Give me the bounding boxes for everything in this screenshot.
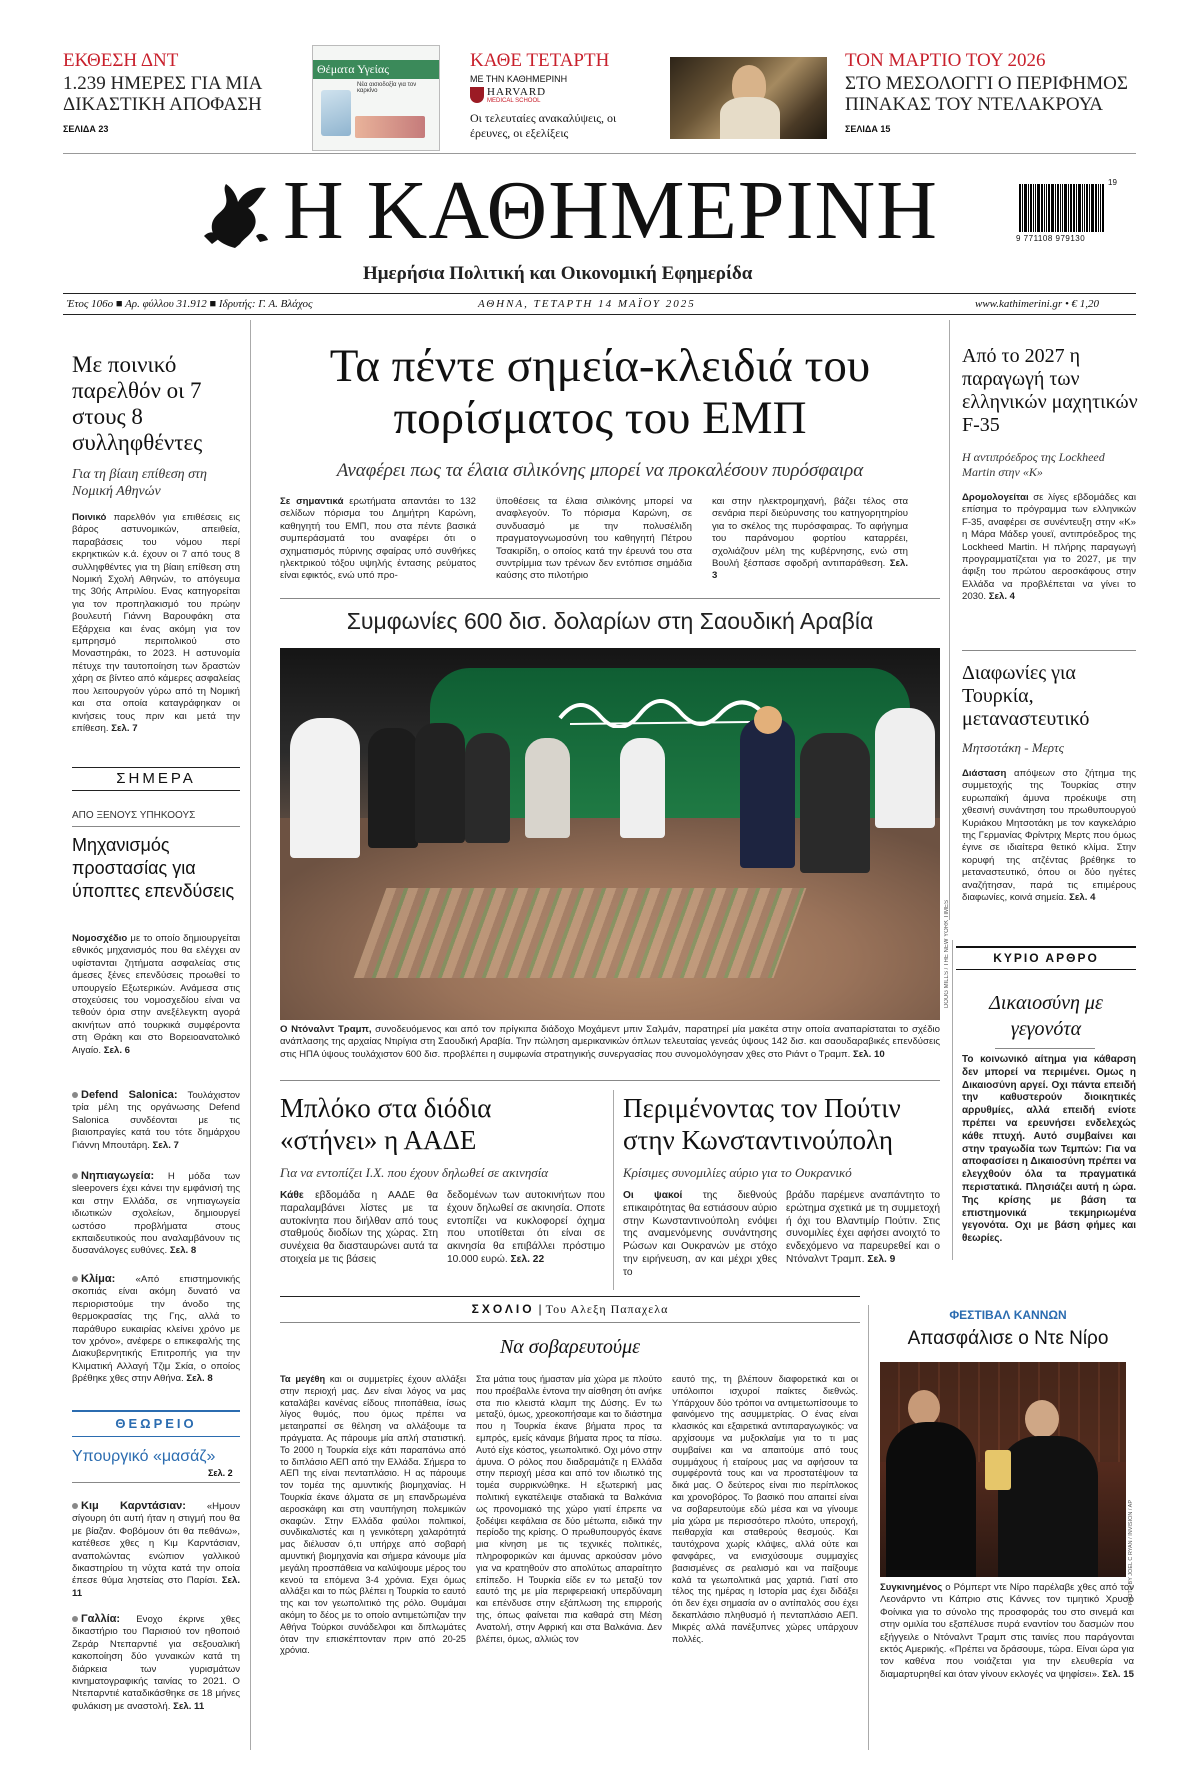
magazine-image-2: [355, 116, 425, 138]
teaser-2-sub: ΜΕ ΤΗΝ ΚΑΘΗΜΕΡΙΝΗ: [470, 74, 568, 84]
editorial-title-rule: [995, 1048, 1095, 1049]
putin-body-col2: [786, 1190, 940, 1267]
dicaprio-suit: [886, 1422, 976, 1577]
teaser-3-page: ΣΕΛΙΔΑ 15: [845, 124, 891, 134]
cannes-text: ο Ρόμπερτ ντε Νίρο παρέλαβε χθες από τον Λεονάρντο ντι Κάπριο στις Κάννες τον τιμητικό Χρυσό Φοίνικα για το σύνολο της προσφοράς του στο σινεμά και στην ομιλία του εξαπέλυσε πυρά εναντίον του δασμών που εξήγγειλε ο Ντόναλντ Τραμπ στις ταινίες που παράγονται εκτός Αμερικής. «Πρέπει να δράσουμε, τώρα. Είναι ώρα για τον καθένα που νοιάζεται για την ελευθερία να διαμαρτυρηθεί και όταν γίνουν εκλογές να ψηφίσει».: [880, 1582, 1134, 1680]
today-rule-bottom: [72, 790, 240, 791]
dateline-right[interactable]: www.kathimerini.gr • € 1,20: [975, 298, 1100, 310]
left-column-rule: [250, 320, 251, 1750]
figure-robe-3: [620, 738, 665, 838]
masthead-title[interactable]: Η ΚΑΘΗΜΕΡΙΝΗ: [283, 164, 938, 257]
tolls-lead: Κάθε: [280, 1190, 304, 1201]
main-deck: Αναφέρει πως τα έλαια σιλικόνης μπορεί να προκαλέσουν πυρόσφαιρα: [336, 460, 864, 481]
bullet-icon: [72, 1173, 78, 1179]
figure-suit-4: [800, 733, 870, 873]
brief-kindergarten-lead: Νηπιαγωγεία:: [81, 1170, 155, 1182]
figure-robe-4: [875, 708, 935, 828]
left-lead-title[interactable]: Με ποινικό παρελθόν οι 7 στους 8 συλληφθέντες: [72, 352, 203, 455]
turkey-body: [962, 768, 1136, 904]
theoreio-title[interactable]: Υπουργικό «μασάζ»: [72, 1448, 216, 1465]
teaser-2-kicker: ΚΑΘΕ ΤΕΤΑΡΤΗ: [470, 50, 610, 71]
magazine-cover[interactable]: [312, 45, 440, 151]
editorial-title[interactable]: Δικαιοσύνη με γεγονότα: [989, 992, 1103, 1040]
comment-right-rule: [868, 1305, 869, 1750]
cannes-kicker: ΦΕΣΤΙΒΑΛ ΚΑΝΝΩΝ: [949, 1308, 1067, 1322]
model-buildings: [354, 888, 807, 978]
tolls-title[interactable]: Μπλόκο στα διόδια «στήνει» η ΑΑΔΕ: [280, 1093, 492, 1155]
turkey-title[interactable]: Διαφωνίες για Τουρκία, μεταναστευτικό: [962, 662, 1090, 730]
f35-title[interactable]: Από το 2027 η παραγωγή των ελληνικών μαχητικών F-35: [962, 345, 1138, 436]
brief-kardashian-page: Σελ. 11: [72, 1575, 240, 1599]
griffin-logo-icon: [200, 178, 270, 252]
magazine-title: Θέματα Υγείας: [313, 60, 439, 79]
photo-story-title[interactable]: Συμφωνίες 600 δισ. δολαρίων στη Σαουδική Αραβία: [346, 608, 874, 634]
cannes-page: Σελ. 15: [1102, 1668, 1134, 1680]
bullet-icon: [72, 1092, 78, 1098]
comment-lead: Τα μεγέθη: [280, 1374, 326, 1384]
brief-kardashian-text: «Ημουν σίγουρη ότι αυτή ήταν η στιγμή που θα με βίαζαν. Φοβόμουν ότι θα πεθάνω», κατέθεσε χθες η Κιμ Καρντάσιαν, αναπολώντας ενώπιον γαλλικού δικαστηρίου τη νύχτα κατά την οποία έπεσε θύμα ληστείας στο Παρίσι.: [72, 1501, 240, 1587]
main-body-col1: [280, 496, 476, 583]
main-headline[interactable]: Τα πέντε σημεία-κλειδιά του πορίσματος του ΕΜΠ: [329, 340, 871, 444]
theoreio-rule-bottom: [72, 1436, 240, 1437]
brief-kindergarten-text: Η μόδα των sleepovers έχει κάνει την εμφάνισή της και στην Ελλάδα, σε νηπιαγωγεία ιδιωτικών σχολείων, δημιουργεί ωστόσο προβλήματα στους εκπαιδευτικούς που αναλαμβάνουν τις δυσανάλογες ευθύνες.: [72, 1171, 240, 1257]
theoreio-page: Σελ. 2: [208, 1468, 233, 1478]
today-page: Σελ. 6: [103, 1044, 131, 1056]
f35-body: [962, 492, 1136, 604]
comment-body-col3: εαυτό της, τη βλέπουν διαφορετικά και οι υπόλοιποι ισχυροί παίκτες διεθνώς. Υπάρχουν δύο τρόποι να αντιμετωπίσουμε το φαινόμενο της ασυμμετρίας. Ο ένας είναι κλασικός και εξαιρετικά αντιπαραγωγικός: να αρχίσουμε να μυξοκλαίμε για το τι μας συμβαίνει και να απαιτούμε από τους συμμάχους ή εταίρους μας να αφήσουν τα συμφέροντά τους και να προστατέψουν τα δικά μας. Ο δεύτερος είναι πιο περίπλοκος και χρονοβόρος. Το βασικό που απαιτεί είναι να σοβαρευτούμε εδώ μέσα και να γίνουμε μία χώρα με περισσότερο πλούτο, υπεροχή, πειθαρχία και σταθερούς θεσμούς. Και ταυτόχρονα χωρίς κλάψες, αλλά ούτε και φανφάρες, να ενισχύσουμε συμμαχίες βασισμένες σε ρεαλισμό και να παίξουμε καλά τα γεωπολιτικά μας χαρτιά. Γιατί στο τέλος της ημέρας η Ιστορία μας έχει διδάξει ότι δεν έχει σημασία αν ο αντίπαλός σου έχει δεκαπλάσιο πληθυσμό ή πενταπλάσιο ΑΕΠ. Μικρές αλλά πανέξυπνες χώρες υπάρχουν πολλές.: [672, 1374, 858, 1644]
divider: [63, 153, 1136, 154]
tolls-putin-rule: [613, 1090, 614, 1290]
editorial-body: Το κοινωνικό αίτημα για κάθαρση δεν μπορεί να περιμένει. Ομως η Δικαιοσύνη αργεί. Οχι πάντα επειδή την καθυστερούν διοικητικές αρρυθμίες, αλλά επειδή ενίοτε πρέπει να ερευνήσει ενδελεχώς κάθε πτυχή. Αυτό συμβαίνει και στην τραγωδία των Τεμπών: Για να αποφασίσει η Δικαιοσύνη πρέπει να ελεγχθούν όλα τα πραγματικά περιστατικά. Πλησιάζει αυτή η ώρα. Της κρίσης με βάση τα επιστημονικά τεκμηριωμένα γεγονότα. Οχι με βάση φήμες και θεωρίες.: [962, 1054, 1136, 1245]
figure-suit-3: [465, 733, 510, 843]
deniro-head: [1025, 1400, 1059, 1438]
brief-france-text: Ενοχο έκρινε χθες δικαστήριο του Παρισιού τον ηθοποιό Ζεράρ Ντεπαρντιέ για σεξουαλική κακοποίηση δύο γυναικών κατά τη διάρκεια των γυρισμάτων κινηματογραφικής ταινίας το 2021. Ο Ντεπαρντιέ καταδικάσθηκε σε 18 μήνες φυλάκιση με αναστολή.: [72, 1614, 240, 1712]
main-text-1: ερωτήματα απαντάει το 132 σελίδων πόρισμα του Δημήτρη Καρώνη, καθηγητή του ΕΜΠ, που στα πέντε βασικά συμπεράσματά του αναφέρει ότι ο σχηματισμός πύρινης σφαίρας υπό συνθήκες ηλεκτρικού τόξου υψηλής έντασης ρεύματος είναι εφικτός, ενώ υπό προ-: [280, 496, 476, 582]
brief-kardashian-lead: Κιμ Καρντάσιαν:: [81, 1500, 186, 1512]
photo-caption: [280, 1024, 940, 1061]
photo-caption-text: συνοδευόμενος και από τον πρίγκιπα διάδοχο Μοχάμεντ μπιν Σαλμάν, παρατηρεί μία μακέτα στην οποία αναπαρίσταται το σχέδιο ανάπλασης της αρχαίας Ντιρίγια στη Σαουδική Αραβία. Την πώληση αμερικανικών όπλων τελευταίας γενεάς ύψους 142 δισ. και σαουδαραβικές επενδύσεις στις ΗΠΑ ύψους τουλάχιστον 600 δισ. προβλέπει η συμφωνία στρατηγικής συνεργασίας που συνομολόγησαν χθες στο Ριάντ ο Τραμπ.: [280, 1024, 941, 1060]
comment-rule-top: [280, 1296, 860, 1297]
putin-lead: Οι ψακοί: [623, 1190, 683, 1201]
teaser-3-title[interactable]: ΣΤΟ ΜΕΣΟΛΟΓΓΙ Ο ΠΕΡΙΦΗΜΟΣ ΠΙΝΑΚΑΣ ΤΟΥ ΝΤΕΛΑΚΡΟΥΑ: [845, 73, 1128, 115]
theoreio-rule-top: [72, 1410, 240, 1412]
teaser-1-page: ΣΕΛΙΔΑ 23: [63, 124, 109, 134]
brief-kindergarten: [72, 1170, 240, 1258]
turkey-deck: Μητσοτάκη - Μερτς: [962, 740, 1064, 755]
today-text: με το οποίο δημιουργείται εθνικός μηχανισμός που θα ελέγχει αν υφίστανται ζητήματα ασφαλείας στις άμεσες ξένες επενδύσεις προωθεί το υπουργείο Εξωτερικών. Ανάμεσα στις στοχεύσεις του νομοσχεδίου είναι να τεθούν όρια στην ανεξέλεγκτη αγορά ακινήτων από τουρκικά συμφέροντα στη Θράκη και στο Βορειοανατολικό Αιγαίο.: [72, 933, 240, 1056]
turkey-text: απόψεων στο ζήτημα της συμμετοχής της Τουρκίας στην ευρωπαϊκή άμυνα προέκυψε στη χθεσινή συνάντηση του πρωθυπουργού Κυριάκου Μητσοτάκη με τον καγκελάριο της Γερμανίας Φρίντριχ Μερτς που όμως έγινε σε ιδιαίτερα θετικό κλίμα. Στην κορυφή της ατζέντας βρέθηκε το μεταναστευτικό, όπου οι δύο ηγέτες αναζήτησαν, παρά τις επιμέρους διαφωνίες, κοινά σημεία.: [962, 768, 1136, 904]
tolls-text-1: εβδομάδα η ΑΑΔΕ θα παραλαμβάνει λίστες με τα αυτοκίνητα που διήλθαν από τους σταθμούς διοδίων της χώρας. Στη συνέχεια θα διασταυρώνει αυτά τα στοιχεία με τις βάσεις: [280, 1190, 438, 1265]
left-lead-body: [72, 512, 240, 735]
comment-title[interactable]: Να σοβαρευτούμε: [499, 1336, 641, 1358]
comment-header: ΣΧΟΛΙΟ | Του Αλεξη Παπαχελα: [471, 1302, 669, 1316]
main-text-3: και στην ηλεκτρομηχανή, βάζει τέλος στα σενάρια περί διεύρυνσης του κατηγορητηρίου για το σκέλος της πυρόσφαιρας. Το αφήγημα του παράνομου φορτίου καταρρέει, σχολιάζουν μέλη της κυβέρνησης, ενώ στη Βουλή ξέσπασε σφοδρή αντιπαράθεση.: [712, 496, 908, 570]
flag-script: [550, 688, 770, 728]
today-lead: Νομοσχέδιο: [72, 933, 128, 944]
f35-deck: Η αντιπρόεδρος της Lockheed Martin στην «Κ»: [962, 450, 1105, 479]
turkey-lead: Διάσταση: [962, 768, 1007, 779]
comment-text-1: και οι συμμετρίες έχουν αλλάξει στην περιοχή μας. Δεν είναι λόγος να μας καταλάβει κανένας είδους πιτοπάθεια, ίσως λίγος θυμός, που όμως πρέπει να μεταηραπεί σε θέληση να αλλάξουμε τα πράγματα. Ας πάρουμε μία απλή στατιστική. Το 2000 η Τουρκία είχε κάτι παραπάνω από το διπλάσιο ΑΕΠ από την Ελλάδα. Σήμερα το ΑΕΠ της είναι πενταπλάσιο. Η ας πάρουμε τον τομέα της αμυντικής βιομηχανίας. Η Τουρκία έκανε άλματα σε μη επανδρωμένα αεροσκάφη και στη ναυπήγηση πολεμικών σκαφών. Στην Ελλάδα φαύλοι πολιτικοί, συνδικαλιστές και η γενικότερη χαλαρότητά μας διέλυσαν ό,τι υπήρχε από σοβαρή αμυντική βιομηχανία και σήμερα κάνουμε μία μεγάλη προσπάθεια να καλύψουμε μέρος του κενού τα επόμενα 3-4 χρόνια. Εχει όμως αλλάξει και το πώς βλέπει η Τουρκία το εαυτό της και τον γεωπολιτικό της ρόλο. Θυμάμαι ακόμη το δέος με το οποίο αντιμετώπιζαν την Αθήνα Τούρκοι συνάδελφοι και διπλωμάτες όταν την επισκέπτονταν πριν από 20-25 χρόνια.: [280, 1374, 466, 1656]
bullet-icon: [72, 1616, 78, 1622]
cannes-title[interactable]: Απασφάλισε ο Ντε Νίρο: [907, 1328, 1109, 1349]
putin-page: Σελ. 9: [867, 1253, 896, 1265]
tolls-text-2: δεδομένων των αυτοκινήτων που έχουν δηλωθεί σε ακινησία. Οποτε εντοπίζει να κυκλοφορεί όχημα που υποτίθεται ότι είναι σε ακινησία θα επιβάλλει πρόστιμο 10.000 ευρώ.: [447, 1190, 605, 1265]
palme-dor-award: [985, 1450, 1011, 1490]
today-label: ΣΗΜΕΡΑ: [116, 770, 196, 787]
barcode-number: 9 771108 979130: [1016, 234, 1086, 243]
brief-france: [72, 1613, 240, 1713]
putin-body-col1: [623, 1190, 777, 1280]
cannes-photo-credit: PHOTO BY JOEL C RYAN / INVISION / AP: [1128, 1500, 1134, 1606]
main-page: Σελ. 3: [712, 558, 908, 582]
deniro-dicaprio-photo[interactable]: [880, 1362, 1126, 1577]
putin-deck: Κρίσιμες συνομιλίες αύριο για το Ουκρανικό: [623, 1165, 852, 1180]
barcode-icon: [1019, 182, 1119, 232]
main-body-col2: ϋποθέσεις τα έλαια σιλικόνης μπορεί να αναφλεγούν. Το πόρισμα Καρώνη, σε συνδυασμό με την πολυσέλιδη πραγματογνωμοσύνη του καθηγητή Πέτρου Τσακιρίδη, ο οποίος κατά την έρευνά του στα συντρίμμια των τρένων δεν εντόπισε σημάδια καύσης στο πιλοτήριο: [496, 496, 692, 582]
f35-text: σε λίγες εβδομάδες και επίσημα το πρόγραμμα των ελληνικών F-35, αναφέρει σε συνέντευξη στην «Κ» η Μάρα Μάδερ γουεϊ, αντιπρόεδρος της Lockheed Martin. Η πλήρης παραγωγή προγραμματίζεται για το 2027, με την άφιξη του πρώτου αεροσκάφους στην Ελλάδα να προβλέπεται να γίνει το 2030.: [962, 492, 1136, 603]
figure-trump: [740, 718, 795, 868]
left-lead-subtitle: Για τη βίαιη επίθεση στη Νομική Αθηνών: [72, 467, 207, 499]
brief-climate-lead: Κλίμα:: [81, 1273, 116, 1285]
dicaprio-head: [908, 1390, 940, 1426]
comment-label: ΣΧΟΛΙΟ: [471, 1302, 535, 1316]
putin-text-2: βράδυ παρέμενε αναπάντητο το ερώτημα σχετικά με τη συμμετοχή ή όχι του Βλαντιμίρ Πούτιν. Στις συνομιλίες έχει αφήσει ανοιχτό το ενδεχόμενο να παρευρεθεί και ο Ντόναλντ Τραμπ.: [786, 1190, 940, 1265]
comment-rule-bottom: [280, 1322, 860, 1323]
today-title[interactable]: Μηχανισμός προστασίας για ύποπτες επενδύσεις: [72, 835, 235, 901]
tolls-deck: Για να εντοπίζει Ι.Χ. που έχουν δηλωθεί σε ακινησία: [280, 1165, 549, 1180]
theoreio-end-rule: [72, 1482, 240, 1483]
cannes-lead: Συγκινημένος: [880, 1582, 943, 1593]
masthead-subtitle: Ημερήσια Πολιτική και Οικονομική Εφημερίδα: [363, 263, 753, 284]
dateline-bottom-rule: [63, 314, 1136, 315]
today-kicker: ΑΠΟ ΞΕΝΟΥΣ ΥΠΗΚΟΟΥΣ: [72, 810, 196, 821]
photo-caption-lead: Ο Ντόναλντ Τραμπ,: [280, 1024, 372, 1035]
left-lead-lead: Ποινικό: [72, 512, 107, 523]
caption-rule: [280, 1080, 940, 1081]
teaser-3-kicker: ΤΟΝ ΜΑΡΤΙΟ ΤΟΥ 2026: [845, 50, 1046, 71]
f35-page: Σελ. 4: [988, 591, 1016, 603]
bullet-icon: [72, 1276, 78, 1282]
teaser-1-title[interactable]: 1.239 ΗΜΕΡΕΣ ΓΙΑ ΜΙΑ ΔΙΚΑΣΤΙΚΗ ΑΠΟΦΑΣΗ: [63, 73, 262, 115]
magazine-image: [321, 90, 351, 136]
figure-trump-head: [754, 706, 782, 734]
teaser-1-kicker: ΕΚΘΕΣΗ ΔΝΤ: [63, 50, 179, 71]
putin-text-1: της διεθνούς επικαιρότητας θα εστιάσουν αύριο στην Κωνσταντινούπολη ενόψει της αναμενόμενης συνάντησης Ρώσων και Ουκρανών με στόχο την ειρήνευση, αν και μέχρι χθες το: [623, 1190, 777, 1278]
photo-story-rule: [280, 598, 940, 599]
brief-defend-page: Σελ. 7: [152, 1139, 179, 1151]
bullet-icon: [72, 1503, 78, 1509]
turkey-page: Σελ. 4: [1069, 892, 1096, 904]
left-lead-text: παρελθόν για επιθέσεις εις βάρος αστυνομικών, απειθεία, παραβάσεις του νόμου περί εκρηκτικών κ.ά. έχουν οι 7 από τους 8 συλληφθέντες για τη βίαιη επίθεση στη Νομική Σχολή Αθηνών, το απόγευμα της 30ής Απριλίου. Ενας κατηγορείται για τον προπηλακισμό του πρώην βουλευτή Γιάννη Βαρουφάκη στα Εξάρχεια και ένας ακόμη για τον εμπρησμό περιπολικού στο Μοναστηράκι, το 2023. Η αστυνομία πέτυχε την ταυτοποίηση των δραστών χάρη σε βίντεο από κάμερες ασφαλείας που λειτουργούν γύρω από τη Νομική και στα οποία καταγράφηκαν οι κινήσεις τους πριν και μετά την επίθεση.: [72, 512, 240, 734]
brief-climate-text: «Από επιστημονικής σκοπιάς είναι ακόμη δυνατό να περιοριστούμε την άνοδο της θερμοκρασίας της Γης, αλλά το παράθυρο ευκαιρίας κλείνει χρόνο με τον χρόνο», ανέφερε ο επικεφαλής της Διακυβερνητικής Επιτροπής για την Κλιματική Αλλαγή Τζιμ Σκία, ο οποίος βρέθηκε χθες στην Αθήνα.: [72, 1274, 240, 1385]
turkey-rule: [962, 650, 1136, 651]
main-body-col3: [712, 496, 908, 583]
trump-saudi-photo[interactable]: [280, 648, 940, 1020]
editorial-label: ΚΥΡΙΟ ΑΡΘΡΟ: [993, 951, 1099, 965]
harvard-brand-sub: MEDICAL SCHOOL: [487, 98, 541, 104]
tolls-page: Σελ. 22: [510, 1253, 545, 1265]
deniro-suit: [998, 1436, 1098, 1577]
delacroix-painting-image[interactable]: [670, 57, 827, 139]
figure-white-robe-1: [290, 718, 360, 858]
magazine-headline: Νέα αισιοδοξία για τον καρκίνο: [357, 82, 417, 94]
putin-title[interactable]: Περιμένοντας τον Πούτιν στην Κωνσταντινούπολη: [623, 1093, 901, 1155]
teaser-2-title[interactable]: Οι τελευταίες ανακαλύψεις, οι έρευνες, οι εξελίξεις: [470, 111, 617, 140]
brief-france-page: Σελ. 11: [173, 1700, 205, 1712]
dateline-date: ΑΘΗΝΑ, ΤΕΤΑΡΤΗ 14 ΜΑΪΟΥ 2025: [478, 298, 696, 310]
brief-kindergarten-page: Σελ. 8: [169, 1245, 197, 1257]
f35-lead: Δρομολογείται: [962, 492, 1029, 503]
brief-defend-lead: Defend Salonica:: [81, 1089, 178, 1101]
brief-defend-text: Τουλάχιστον τρία μέλη της οργάνωσης Defend Salonica συνδέονται με τις βιαιοπραγίες κατά του τότε δημάρχου Γιάννη Μπουτάρη.: [72, 1090, 240, 1151]
today-rule-top: [72, 767, 240, 768]
theoreio-label: ΘΕΩΡΕΙΟ: [115, 1416, 197, 1431]
figure-suit-1: [368, 728, 418, 848]
today-body: [72, 933, 240, 1057]
photo-credit: DOUG MILLS / THE NEW YORK TIMES: [944, 900, 950, 1009]
cannes-body: [880, 1582, 1134, 1681]
barcode-issue: 19: [1108, 178, 1117, 187]
main-lead: Σε σημαντικά: [280, 496, 344, 507]
harvard-shield-icon: [470, 87, 484, 103]
comment-body-col1: [280, 1374, 466, 1657]
right-column-rule: [949, 320, 950, 920]
photo-caption-page: Σελ. 10: [853, 1048, 885, 1060]
figure-suit-2: [415, 723, 465, 843]
painting-dress: [720, 97, 780, 139]
comment-author: Του Αλεξη Παπαχελα: [545, 1302, 669, 1316]
today-kicker-rule: [72, 826, 240, 827]
brief-climate-page: Σελ. 8: [186, 1373, 213, 1385]
brief-france-lead: Γαλλία:: [81, 1613, 121, 1625]
left-lead-page: Σελ. 7: [111, 722, 138, 734]
tolls-body-col2: [447, 1190, 605, 1267]
figure-robe-2: [525, 738, 570, 838]
brief-climate: [72, 1273, 240, 1386]
harvard-brand: HARVARD: [487, 86, 547, 98]
tolls-body-col1: [280, 1190, 438, 1267]
comment-body-col2: Στα μάτια τους ήμασταν μία χώρα με πλούτο που προέβαλλε έντονα την αίσθηση ότι ανήκε στα πιο κλειστά κλαμπ της Δύσης. Εν τω μεταξύ, όμως, χρεοκοπήσαμε και το διάστημα που η Τουρκία έκανε βήματα προς τα εμπρός, εμείς κάναμε βήματα προς τα πίσω. Αυτό είχε κόστος, γεωπολιτικό. Οχι μόνο στην άμυνα. Ο ρόλος που διαδραμάτιζε η Ελλάδα στην περιοχή μέσα και από τον ιδιωτικό της τομέα συρρικνώθηκε. Η εξωτερική μας πολιτική εγκατέλειψε σταδιακά τα Βαλκάνια ως προνομιακό της χώρο γιατί έπρεπε να ξοδέψει κεφάλαια σε δύο μέτωπα, ειδικά την περίοδο της κρίσης. Ο πρωθυπουργός έκανε μια κίνηση με τις τεχνικές πολιτικές, πληροφορικών και άμυνας αρκούσαν μόνο για να κρατηθούν στο απολύτως απαραίτητο επίπεδο. Η Τουρκία είδε εν τω μεταξύ τον εαυτό της με μία περιφερειακή υπερδύναμη και επένδυσε στην εξάπλωση της επιρροής της, όπως φαίνεται πια καθαρά στη Μέση Ανατολή, στην Αφρική και στα Βαλκάνια. Δεν βλέπει, όμως, αλλιώς τον: [476, 1374, 662, 1644]
brief-defend: [72, 1089, 240, 1152]
brief-kardashian: [72, 1500, 240, 1600]
dateline-top-rule: [63, 293, 1136, 294]
dateline-left: Έτος 106ο ■ Αρ. φύλλου 31.912 ■ Ιδρυτής: Γ. Α. Βλάχος: [67, 298, 313, 310]
